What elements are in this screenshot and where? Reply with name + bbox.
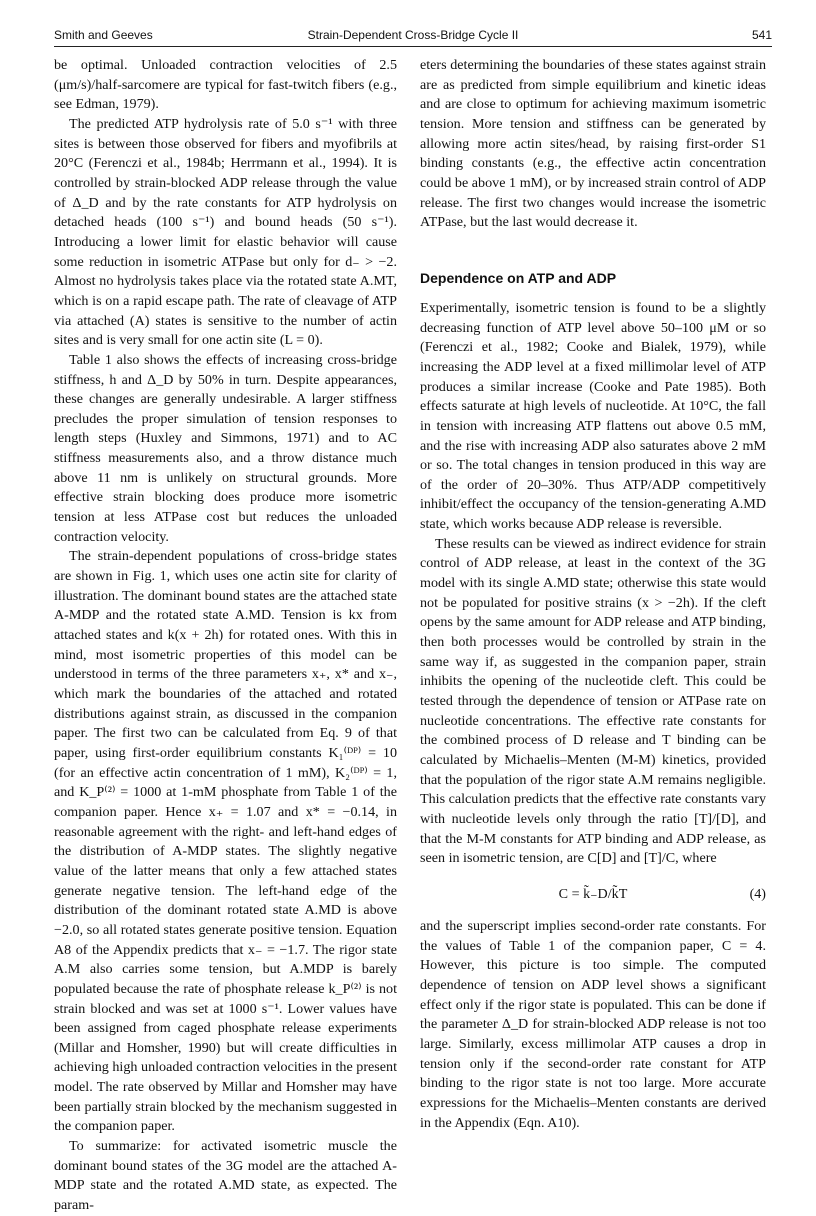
right-paragraph-4: and the superscript implies second-order rate constants. For the values of Table 1 of the companion paper, C = 4. However, this picture is too simple. The computed dependence of tension on ADP level shows a significant effect only if the rigor state is populated. This can be done if the parameter Δ_D for strain-blocked ADP release is not too large. Similarly, excess millimolar ATP causes a drop in tension only if the second-order rate constant for ATP binding to the rigor state is not too large. More accurate expressions for the Michaelis–Menten constants are derived in the Appendix (Eqn. A10). <box>420 917 766 1131</box>
header-authors: Smith and Geeves <box>54 28 153 42</box>
right-column <box>420 56 766 1133</box>
equation-number: (4) <box>749 885 766 902</box>
left-paragraph-2: The predicted ATP hydrolysis rate of 5.0 s⁻¹ with three sites is between those observed for fibers and myofibrils at 20°C (Ferenczi et al., 1984b; Herrmann et al., 1994). It is controlled by strain-blocked ADP release through the value of Δ_D and by the rate constants for ATP hydrolysis on detached heads (100 s⁻¹) and bound heads (50 s⁻¹). Introducing a lower limit for elastic behavior will cause some reduction in isometric ATPase but only for d₋ > −2. Almost no hydrolysis takes place via the rotated state A.MT, which is on a rapid escape path. The rate of cleavage of ATP via attached (A) states is sensitive to the number of actin sites and is very small for one actin site (L = 0). <box>54 115 397 349</box>
left-paragraph-3: Table 1 also shows the effects of increasing cross-bridge stiffness, h and Δ_D by 50% in turn. Despite appearances, these changes are generally undesirable. A larger stiffness precludes the proper simulation of tension responses to length steps (Huxley and Simmons, 1971) and to AC stiffness measurements also, and a throw distance much above 11 nm is unlikely on structural grounds. More effective strain blocking does produce more isometric tension at less ATPase cost but reduces the unloaded contraction velocity. <box>54 351 397 545</box>
header-rule <box>54 46 772 47</box>
header-title: Strain-Dependent Cross-Bridge Cycle II <box>307 28 519 42</box>
right-paragraph-1: eters determining the boundaries of these states against strain are as predicted from simple equilibrium and kinetic ideas and are close to optimum for achieving maximum isometric tension. More tension and stiffness can be generated by allowing more actin sites/head, by raising first-order S1 binding constants (e.g., the effective actin concentration could be above 1 mM), or by increased strain control of ADP release. The first two changes would increase the isometric ATPase, but the last would decrease it. <box>420 57 766 231</box>
left-paragraph-1: be optimal. Unloaded contraction velocities of 2.5 (μm/s)/half-sarcomere are typical for fast-twitch fibers (e.g., see Edman, 1979). <box>54 57 397 113</box>
running-header <box>54 28 772 46</box>
right-paragraph-2: Experimentally, isometric tension is found to be a slightly decreasing function of ATP level above 50–100 μM or so (Ferenczi et al., 1982; Cooke and Bialek, 1979), while increasing the ADP level at a fixed millimolar level of ATP produces a similar increase (Cooke and Pate 1985). Both effects saturate at high levels of nucleotide. At 10°C, the fall in tension with increasing ATP flattens out above 0.5 mM, and the rise with increasing ADP also saturates above 2 mM or so. The total changes in tension produced in this way are of the order of 20–30%. Thus ATP/ADP competitively inhibit/effect the occupancy of the tension-generating A.MD state, which works because ADP release is reversible. <box>420 299 766 533</box>
section-heading: Dependence on ATP and ADP <box>420 269 617 286</box>
equation-expression: C = k̃₋D/k̃T <box>558 885 628 902</box>
right-paragraph-3: These results can be viewed as indirect evidence for strain control of ADP release, at least in the context of the 3G model with its single A.MD state; otherwise this state would not be populated for positive strains (x > −2h). If the cleft opens by the same amount for ADP release and ATP binding, then both processes would be controlled by strain in the same way if, as suggested in the companion paper, strain inhibits the opening of the nucleotide cleft. This could be tested through the dependence of tension or ATPase rate on nucleotide concentrations. The effective rate constants for the combined process of D release and T binding can be calculated by Michaelis–Menten (M-M) kinetics, provided that the population of the rigor state A.M remains negligible. This calculation predicts that the effective rate constants vary with nucleotide levels only through the ratio [T]/[D], and that the M-M constants for ATP binding and ADP release, as seen in isometric tension, are C[D] and [T]/C, where <box>420 535 766 867</box>
left-paragraph-4: The strain-dependent populations of cross-bridge states are shown in Fig. 1, which uses one actin site for clarity of illustration. The dominant bound states are the attached state A-MDP and the rotated state A.MD. Tension is kx from attached states and k(x + 2h) for rotated ones. With this in mind, most isometric properties of this model can be understood in terms of the three parameters x₊, x* and x₋, which mark the boundaries of the attached and rotated distributions against strain, as discussed in the companion paper. The first two can be calculated from Eq. 9 of that paper, using first-order equilibrium constants K₁⁽ᴰᴾ⁾ = 10 (for an effective actin concentration of 1 mM), K₂⁽ᴰᴾ⁾ = 1, and K_P⁽²⁾ = 1000 at 1-mM phosphate from Table 1 of the companion paper. Hence x₊ = 1.07 and x* = −0.14, in reasonable agreement with the right- and left-hand edges of the distribution of A-MDP states. The slightly negative value of the latter means that only a few attached states generate negative tension. The left-hand edge of the distribution of the dominant rotated state A.MD is above −2.0, so all rotated states generate positive tension. Equation A8 of the Appendix predicts that x₋ = −1.7. The rigor state A.M also carries some tension, but A.MDP is barely populated because the rate of phosphate release k_P⁽²⁾ is not strain blocked and was set at 1000 s⁻¹. Lower values have been assigned from caged phosphate release experiments (Millar and Homsher, 1990) but will create difficulties in achieving high unloaded contraction velocities in the present model. The rate observed by Millar and Homsher may have been partially strain blocked by the mechanism suggested in the companion paper. <box>54 548 397 1135</box>
left-paragraph-5: To summarize: for activated isometric muscle the dominant bound states of the 3G model are the attached A-MDP state and the rotated A.MD state, as expected. The param- <box>54 1138 397 1214</box>
equation-4 <box>420 879 766 911</box>
left-column <box>54 56 397 1216</box>
page-number: 541 <box>751 28 772 42</box>
